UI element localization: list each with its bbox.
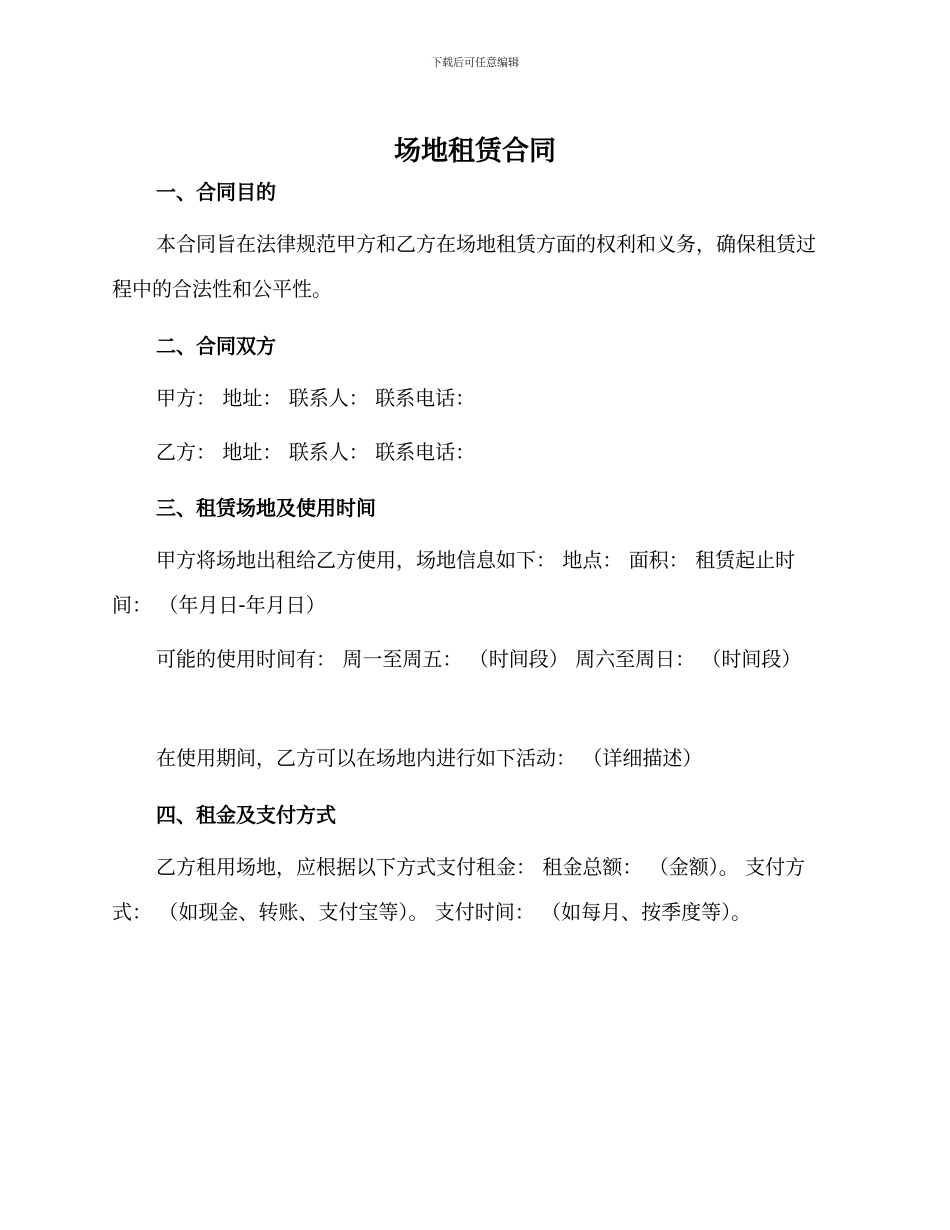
section-heading-purpose: 一、合同目的	[156, 180, 276, 204]
section-heading-parties: 二、合同双方	[156, 334, 276, 358]
page-header-note: 下载后可任意编辑	[431, 56, 519, 69]
section-heading-rent-payment: 四、租金及支付方式	[156, 803, 336, 827]
section-paragraph: 甲方将场地出租给乙方使用，场地信息如下： 地点： 面积： 租赁起止时间： （年月日-年月日）	[112, 548, 796, 617]
section-paragraph: 乙方租用场地，应根据以下方式支付租金： 租金总额： （金额）。 支付方式： （如现金、转账、支付宝等）。 支付时间： （如每月、按季度等）。	[112, 855, 806, 924]
section-paragraph: 乙方： 地址： 联系人： 联系电话：	[156, 440, 476, 464]
section-heading-venue-and-time: 三、租赁场地及使用时间	[156, 496, 376, 520]
section-paragraph: 甲方： 地址： 联系人： 联系电话：	[156, 386, 476, 410]
section-paragraph: 可能的使用时间有： 周一至周五： （时间段） 周六至周日： （时间段）	[156, 647, 802, 671]
document-title: 场地租赁合同	[394, 136, 556, 167]
section-paragraph: 在使用期间，乙方可以在场地内进行如下活动： （详细描述）	[156, 746, 703, 770]
section-paragraph: 本合同旨在法律规范甲方和乙方在场地租赁方面的权利和义务，确保租赁过程中的合法性和公平性。	[112, 232, 816, 301]
